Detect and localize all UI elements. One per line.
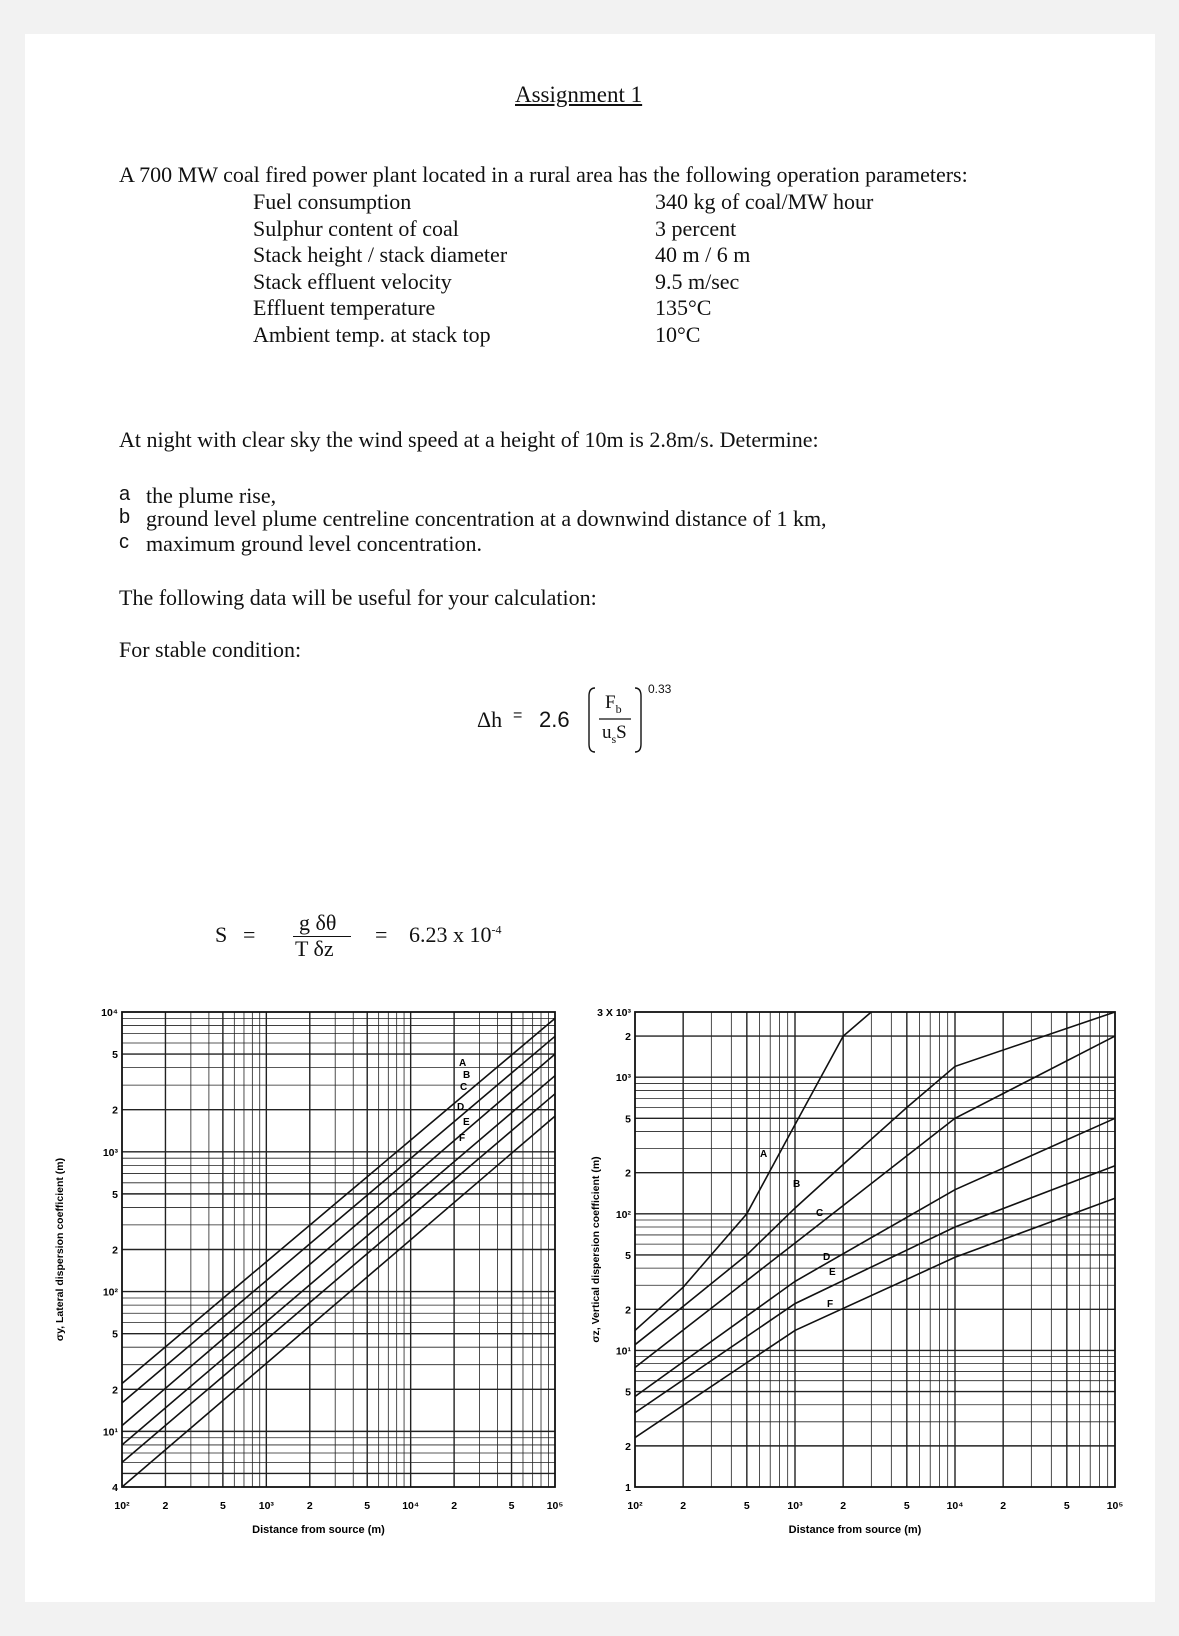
eq2-lhs: S bbox=[215, 922, 228, 947]
intro-text: A 700 MW coal fired power plant located in a rural area has the following operation parameters: bbox=[119, 162, 968, 187]
curve-label-B: B bbox=[793, 1179, 801, 1190]
y-tick-label: 10³ bbox=[102, 1146, 118, 1159]
parameter-value: 40 m / 6 m bbox=[655, 242, 751, 267]
x-tick-label: 10⁵ bbox=[1106, 1500, 1124, 1512]
curve-F bbox=[635, 1198, 1115, 1437]
x-tick-label: 2 bbox=[840, 1500, 847, 1512]
parameter-row bbox=[253, 216, 873, 243]
x-tick-label: 5 bbox=[219, 1500, 226, 1512]
question-text: maximum ground level concentration. bbox=[146, 531, 483, 556]
parameter-value: 10°C bbox=[655, 321, 701, 347]
eq1-exponent: 0.33 bbox=[648, 682, 672, 696]
x-tick-label: 2 bbox=[306, 1500, 313, 1512]
curve-label-C: C bbox=[816, 1208, 824, 1219]
y-tick-label: 10³ bbox=[615, 1072, 631, 1085]
curve-label-F: F bbox=[459, 1133, 466, 1144]
question-c bbox=[119, 531, 482, 557]
y-tick-label: 2 bbox=[625, 1440, 631, 1453]
x-tick-label: 2 bbox=[162, 1500, 169, 1512]
y-tick-label: 2 bbox=[625, 1167, 631, 1180]
x-tick-label: 5 bbox=[508, 1500, 515, 1512]
question-text: ground level plume centreline concentration at a downwind distance of 1 km, bbox=[146, 506, 827, 531]
curve-label-D: D bbox=[457, 1102, 465, 1113]
parameter-row bbox=[253, 242, 873, 269]
curve-B bbox=[635, 1012, 1115, 1345]
eq2-equals: = bbox=[243, 922, 256, 947]
sigma-z-chart bbox=[585, 994, 1155, 1554]
parameter-label: Sulphur content of coal bbox=[253, 215, 459, 241]
parameter-value: 340 kg of coal/MW hour bbox=[655, 189, 874, 214]
curve-label-A: A bbox=[760, 1149, 768, 1160]
curve-label-A: A bbox=[459, 1058, 467, 1069]
y-tick-label: 5 bbox=[625, 1113, 631, 1126]
y-tick-label: 5 bbox=[112, 1049, 118, 1062]
x-tick-label: 2 bbox=[451, 1500, 458, 1512]
y-tick-label: 2 bbox=[625, 1304, 631, 1317]
curve-D bbox=[635, 1118, 1115, 1396]
x-tick-label: 2 bbox=[1000, 1500, 1007, 1512]
y-tick-label: 5 bbox=[112, 1328, 118, 1341]
parameter-label: Effluent temperature bbox=[253, 295, 436, 320]
y-tick-label: 10⁴ bbox=[101, 1007, 118, 1019]
curve-label-F: F bbox=[827, 1299, 834, 1310]
parameter-value: 9.5 m/sec bbox=[655, 268, 740, 294]
y-tick-label: 2 bbox=[112, 1244, 118, 1257]
x-tick-label: 10³ bbox=[787, 1500, 803, 1512]
y-tick-label: 10² bbox=[615, 1208, 631, 1221]
y-axis-title: σz, Vertical dispersion coefficient (m) bbox=[590, 1156, 602, 1343]
parameter-row bbox=[253, 189, 873, 216]
question-letter: a bbox=[119, 483, 131, 505]
y-tick-label: 5 bbox=[625, 1249, 631, 1262]
x-tick-label: 10² bbox=[114, 1500, 130, 1512]
curve-E bbox=[635, 1166, 1115, 1413]
curve-E bbox=[122, 1094, 555, 1463]
y-tick-label: 5 bbox=[112, 1188, 118, 1201]
y-tick-label: 10¹ bbox=[615, 1345, 631, 1358]
x-tick-label: 10⁴ bbox=[402, 1500, 420, 1512]
curve-label-E: E bbox=[463, 1117, 470, 1128]
stable-condition-heading: For stable condition: bbox=[119, 637, 302, 662]
curve-B bbox=[122, 1036, 555, 1403]
y-tick-label: 2 bbox=[625, 1031, 631, 1044]
x-axis-title: Distance from source (m) bbox=[788, 1524, 922, 1536]
y-tick-label: 2 bbox=[112, 1104, 118, 1117]
y-axis-title: σy, Lateral dispersion coefficient (m) bbox=[54, 1157, 66, 1342]
eq1-numerator: $F_b$ bbox=[605, 692, 622, 716]
parameter-row bbox=[253, 295, 873, 322]
x-tick-label: 5 bbox=[903, 1500, 910, 1512]
x-axis-title: Distance from source (m) bbox=[252, 1524, 385, 1536]
x-tick-label: 5 bbox=[364, 1500, 371, 1512]
x-tick-label: 10⁴ bbox=[946, 1500, 964, 1512]
assignment-title: Assignment 1 bbox=[515, 82, 643, 107]
curve-A bbox=[122, 1018, 555, 1383]
parameter-label: Ambient temp. at stack top bbox=[253, 321, 491, 347]
x-tick-label: 10³ bbox=[258, 1500, 274, 1512]
parameter-label: Stack effluent velocity bbox=[253, 268, 452, 294]
parameter-label: Stack height / stack diameter bbox=[253, 242, 508, 267]
parameter-row bbox=[253, 322, 873, 349]
eq1-coefficient: 2.6 bbox=[539, 707, 570, 732]
curve-label-C: C bbox=[460, 1082, 468, 1093]
x-tick-label: 10⁵ bbox=[546, 1500, 564, 1512]
curve-C bbox=[635, 1036, 1115, 1367]
x-tick-label: 5 bbox=[743, 1500, 750, 1512]
curve-label-E: E bbox=[829, 1267, 836, 1278]
parameter-row bbox=[253, 269, 873, 296]
y-tick-label: 1 bbox=[625, 1482, 631, 1494]
useful-data-text: The following data will be useful for your calculation: bbox=[119, 585, 597, 610]
y-tick-label: 10² bbox=[102, 1286, 118, 1299]
x-tick-label: 5 bbox=[1063, 1500, 1070, 1512]
y-tick-label: 3 X 10³ bbox=[597, 1007, 631, 1019]
eq1-equals: = bbox=[513, 707, 523, 724]
eq2-numerator: g δθ bbox=[299, 910, 337, 935]
question-b bbox=[119, 506, 827, 532]
curve-label-D: D bbox=[823, 1252, 831, 1263]
parameter-value: 135°C bbox=[655, 295, 712, 320]
eq2-denominator: T δz bbox=[295, 936, 334, 961]
curve-label-B: B bbox=[463, 1070, 471, 1081]
x-tick-label: 10² bbox=[627, 1500, 643, 1512]
document-page bbox=[25, 34, 1155, 1602]
eq2-value: 6.23 x $10^{-4}$ bbox=[409, 922, 502, 947]
parameter-table bbox=[253, 189, 873, 348]
eq1-denominator: $u_sS$ bbox=[602, 722, 627, 746]
conditions-text: At night with clear sky the wind speed at a height of 10m is 2.8m/s. Determine: bbox=[119, 427, 819, 452]
y-tick-label: 5 bbox=[625, 1386, 631, 1399]
eq2-equals-2: = bbox=[375, 922, 388, 947]
question-letter: b bbox=[119, 506, 131, 528]
parameter-label: Fuel consumption bbox=[253, 189, 412, 214]
x-tick-label: 2 bbox=[680, 1500, 687, 1512]
question-letter: c bbox=[119, 531, 129, 553]
parameter-value: 3 percent bbox=[655, 215, 737, 241]
eq1-lhs: Δh bbox=[477, 707, 503, 732]
question-text: the plume rise, bbox=[146, 483, 277, 508]
y-tick-label: 2 bbox=[112, 1384, 118, 1397]
y-tick-label: 4 bbox=[112, 1482, 118, 1494]
y-tick-label: 10¹ bbox=[102, 1426, 118, 1439]
sigma-y-chart bbox=[25, 994, 585, 1554]
